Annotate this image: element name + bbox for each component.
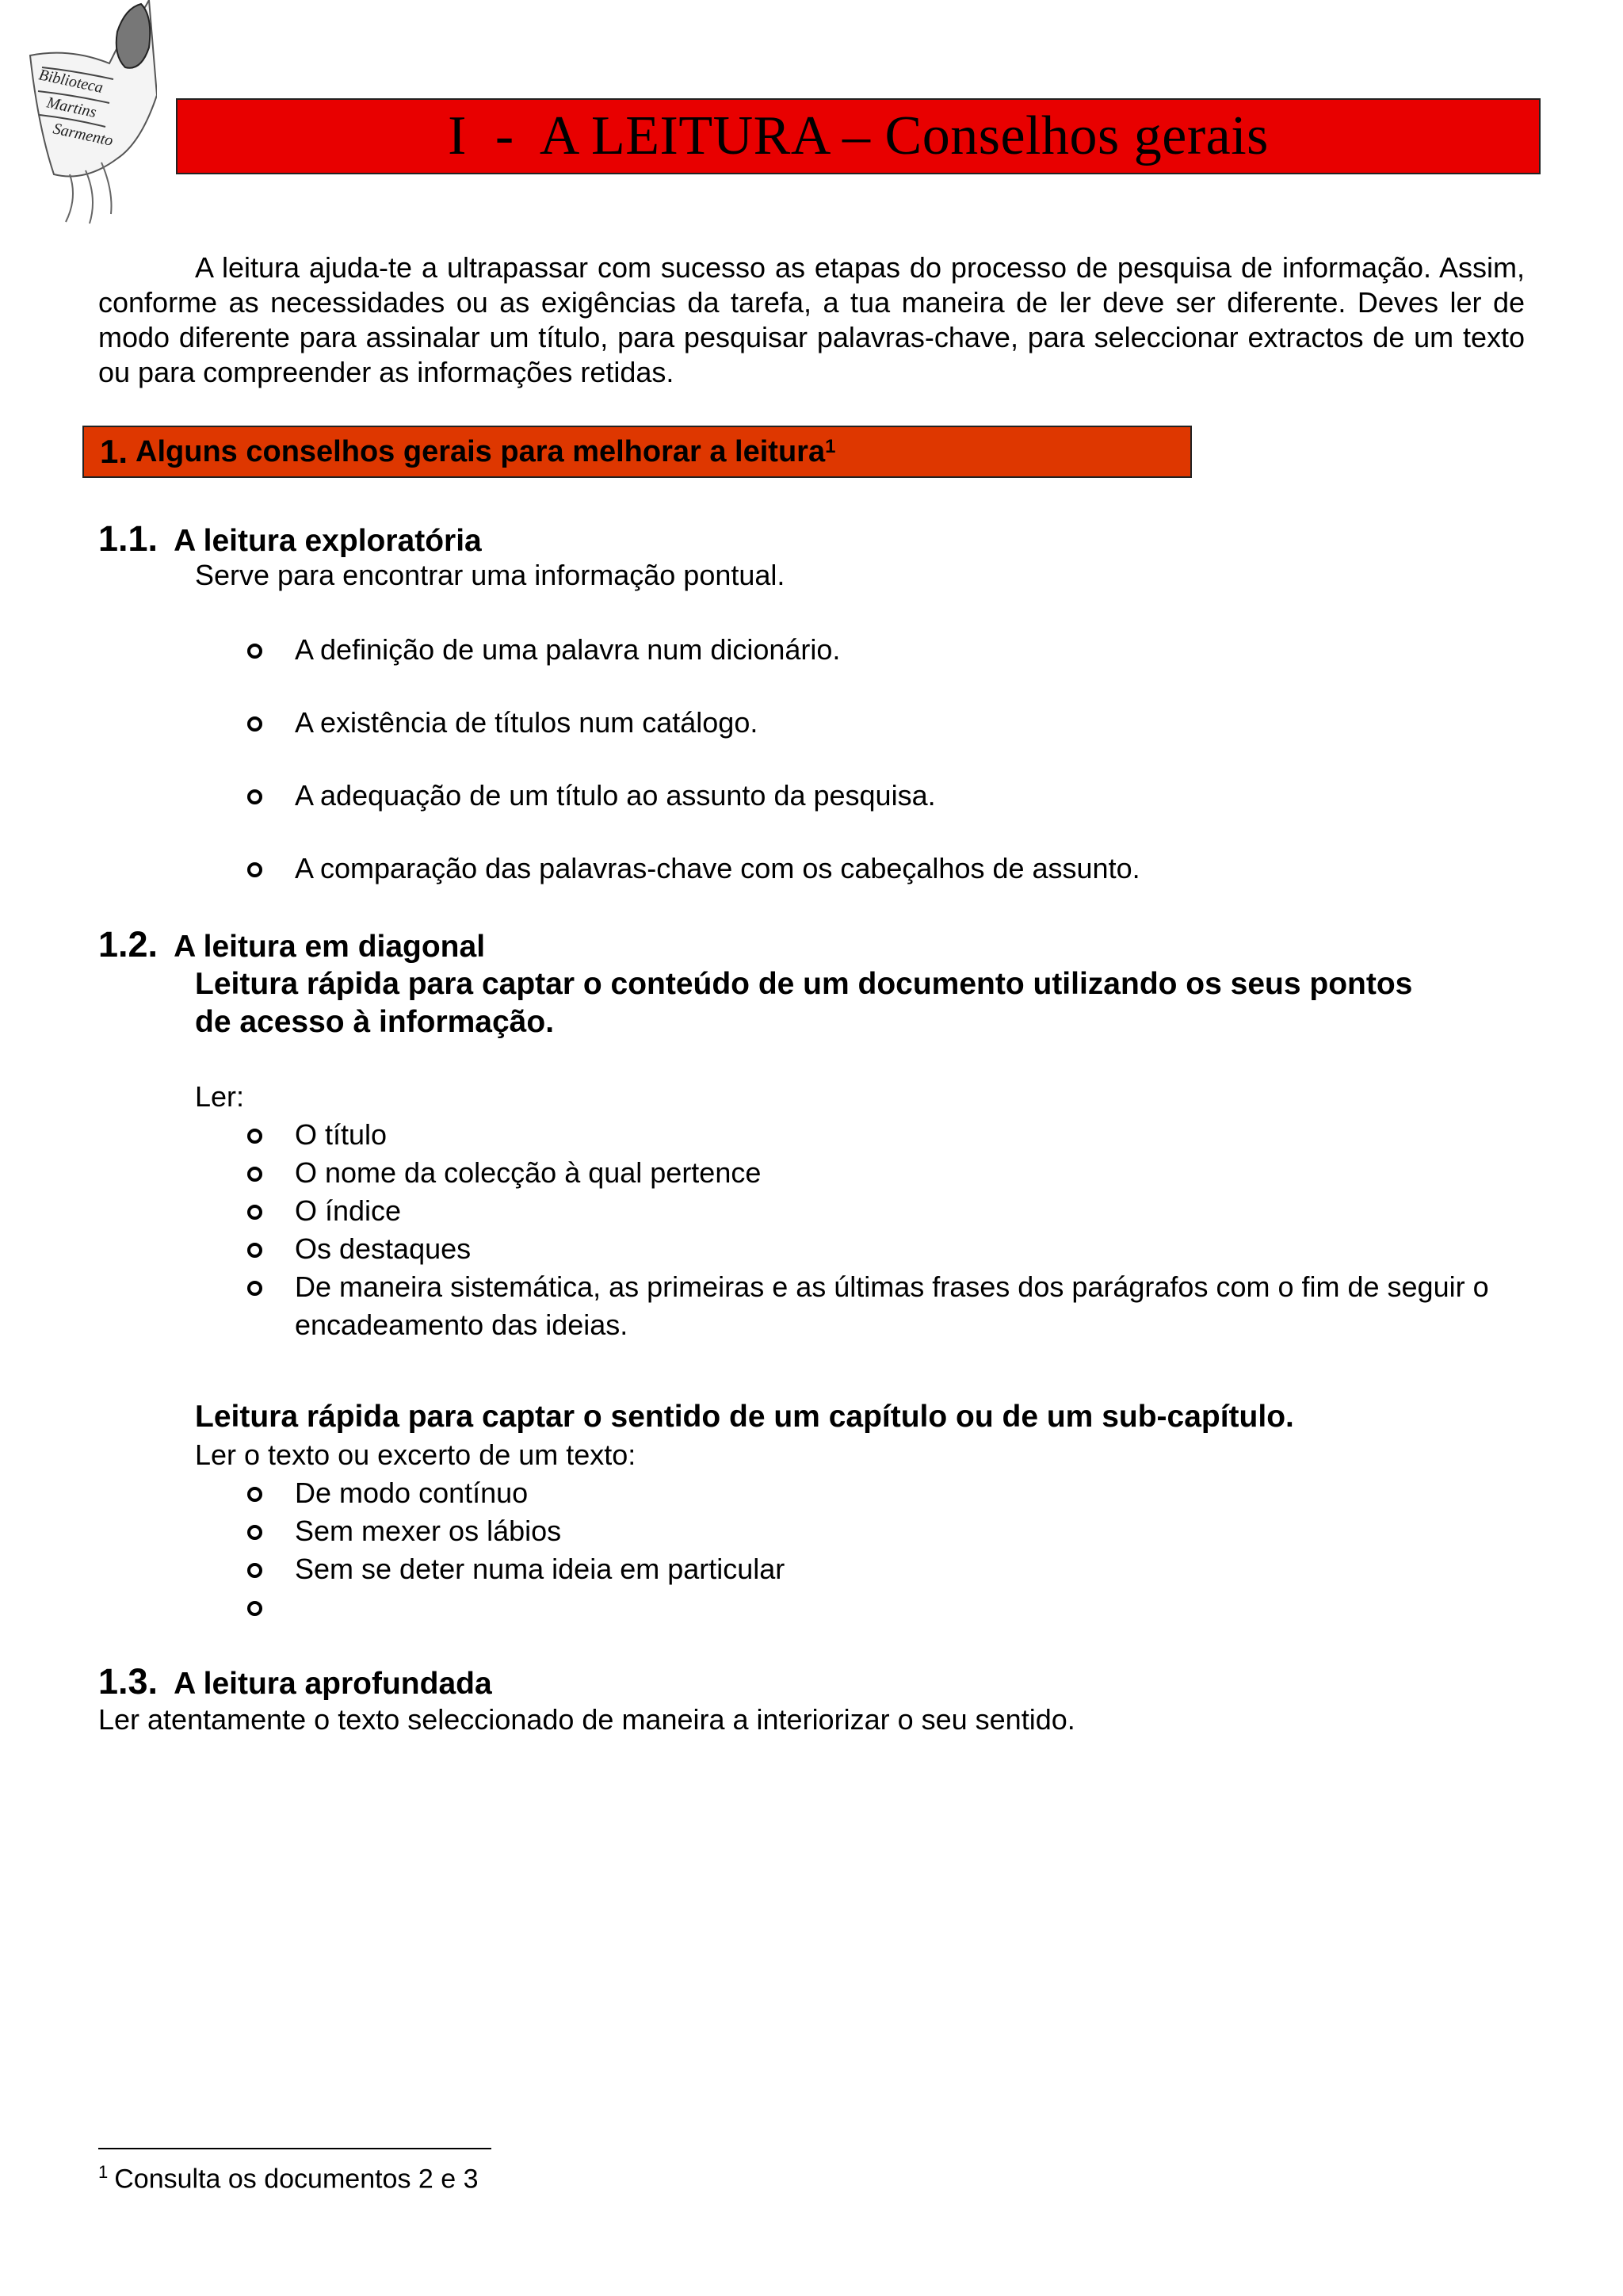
list-item: A adequação de um título ao assunto da pesquisa. xyxy=(242,777,1140,815)
bullet-icon xyxy=(247,1601,262,1616)
list-item: O título xyxy=(242,1116,1526,1154)
section-1-header xyxy=(82,426,1192,478)
svg-text:Sarmento: Sarmento xyxy=(51,120,115,150)
list-item xyxy=(242,1588,785,1626)
footnote-ref[interactable]: 1 xyxy=(825,436,836,457)
s12-lead-line-1: Leitura rápida para captar o conteúdo de um documento utilizando os seus pontos xyxy=(195,967,1413,1001)
list-item: Sem mexer os lábios xyxy=(242,1512,785,1550)
list-item: A definição de uma palavra num dicionário. xyxy=(242,631,1140,669)
s13-description: Ler atentamente o texto seleccionado de maneira a interiorizar o seu sentido. xyxy=(98,1703,1075,1736)
s12-ler-label: Ler: xyxy=(195,1080,245,1113)
heading-1-3 xyxy=(98,1661,492,1702)
bullet-icon xyxy=(247,716,262,732)
bullet-icon xyxy=(247,1281,262,1296)
library-logo xyxy=(22,0,157,226)
heading-1-3-number: 1.3. xyxy=(98,1661,158,1702)
footnote-text: Consulta os documentos 2 e 3 xyxy=(114,2164,479,2195)
heading-1-1 xyxy=(98,518,482,560)
heading-1-1-title: A leitura exploratória xyxy=(174,524,482,558)
s12-lead-2: Leitura rápida para captar o sentido de um capítulo ou de um sub-capítulo. xyxy=(195,1400,1294,1434)
list-item: Sem se deter numa ideia em particular xyxy=(242,1550,785,1588)
bullet-icon xyxy=(247,1563,262,1578)
title-bar xyxy=(176,98,1541,174)
list-item: De maneira sistemática, as primeiras e as últimas frases dos parágrafos com o fim de seguir o encadeamento das ideias. xyxy=(242,1268,1526,1344)
bullet-icon xyxy=(247,1129,262,1144)
bullet-icon xyxy=(247,1243,262,1258)
section-1-title: Alguns conselhos gerais para melhorar a leitura xyxy=(136,434,826,468)
list-item: De modo contínuo xyxy=(242,1474,785,1512)
intro-text: A leitura ajuda-te a ultrapassar com sucesso as etapas do processo de pesquisa de informação. Assim, conforme as necessidades ou as exigências da tarefa, a tua maneira de ler deve ser diferente. Deves ler de modo diferente para assinalar um título, para pesquisar palavras-chave, para seleccionar extractos de um texto ou para compreender as informações retidas. xyxy=(98,251,1525,388)
bullet-icon xyxy=(247,1487,262,1502)
s12-lead-line-2: de acesso à informação. xyxy=(195,1005,555,1039)
heading-1-2-title: A leitura em diagonal xyxy=(174,930,486,964)
s11-list xyxy=(242,631,1140,888)
list-item: A existência de títulos num catálogo. xyxy=(242,704,1140,742)
footnote-number: 1 xyxy=(98,2162,109,2182)
bullet-icon xyxy=(247,644,262,659)
s11-description: Serve para encontrar uma informação pontual. xyxy=(195,559,785,591)
list-item: Os destaques xyxy=(242,1230,1526,1268)
intro-paragraph xyxy=(98,250,1525,390)
footnote xyxy=(98,2162,479,2195)
bullet-icon xyxy=(247,1525,262,1540)
svg-text:Biblioteca: Biblioteca xyxy=(36,66,105,97)
heading-1-2 xyxy=(98,924,485,965)
list-item: O índice xyxy=(242,1192,1526,1230)
heading-1-1-number: 1.1. xyxy=(98,518,158,559)
list-item: O nome da colecção à qual pertence xyxy=(242,1154,1526,1192)
footnote-separator xyxy=(98,2148,491,2149)
s12-list-1 xyxy=(242,1116,1526,1344)
bullet-icon xyxy=(247,862,262,877)
bullet-icon xyxy=(247,789,262,804)
bullet-icon xyxy=(247,1205,262,1220)
page-title: I - A LEITURA – Conselhos gerais xyxy=(448,105,1269,166)
bullet-icon xyxy=(247,1167,262,1182)
s12-ler-2: Ler o texto ou excerto de um texto: xyxy=(195,1438,636,1471)
list-item: A comparação das palavras-chave com os cabeçalhos de assunto. xyxy=(242,850,1140,888)
heading-1-3-title: A leitura aprofundada xyxy=(174,1667,492,1701)
heading-1-2-number: 1.2. xyxy=(98,924,158,965)
svg-text:Martins: Martins xyxy=(44,94,98,122)
s12-list-2 xyxy=(242,1474,785,1626)
section-1-number: 1. xyxy=(100,433,128,470)
